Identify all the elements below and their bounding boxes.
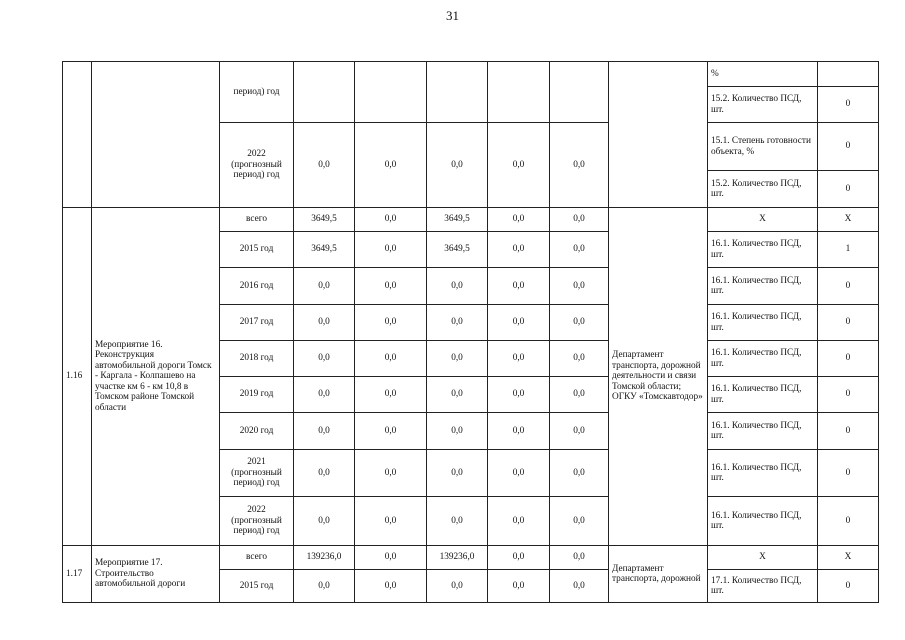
indicator-cell: 16.1. Количество ПСД, шт. (708, 377, 818, 413)
item-number: 1.16 (63, 208, 92, 546)
value-cell: 0,0 (294, 377, 355, 413)
value-cell: 0,0 (294, 305, 355, 341)
indicator-value-cell: 1 (818, 232, 879, 268)
value-cell: 3649,5 (427, 232, 488, 268)
indicator-cell: 16.1. Количество ПСД, шт. (708, 232, 818, 268)
value-cell: 139236,0 (427, 546, 488, 570)
indicator-value-cell: 0 (818, 87, 879, 123)
period-cell: 2015 год (220, 570, 294, 603)
value-cell: 0,0 (550, 232, 609, 268)
value-cell: 0,0 (427, 341, 488, 377)
value-cell: 139236,0 (294, 546, 355, 570)
indicator-value-cell: X (818, 546, 879, 570)
indicator-cell: X (708, 546, 818, 570)
value-cell (294, 62, 355, 123)
indicator-value-cell: 0 (818, 305, 879, 341)
indicator-cell: X (708, 208, 818, 232)
value-cell: 0,0 (355, 413, 427, 450)
activity-title: Мероприятие 16. Реконструкция автомобильной дороги Томск - Каргала - Колпашево на участке км 6 - км 10,8 в Томском районе Томской области (92, 208, 220, 546)
value-cell: 3649,5 (427, 208, 488, 232)
value-cell: 0,0 (488, 377, 550, 413)
period-cell: 2017 год (220, 305, 294, 341)
value-cell (550, 62, 609, 123)
period-cell: 2020 год (220, 413, 294, 450)
period-cell: 2015 год (220, 232, 294, 268)
value-cell: 0,0 (294, 268, 355, 305)
program-activities-table (62, 61, 879, 603)
executor-cell (609, 62, 708, 208)
page-number: 31 (446, 8, 459, 23)
activity-title: Мероприятие 17. Строительство автомобильной дороги (92, 546, 220, 603)
executor-cell: Департамент транспорта, дорожной деятельности и связи Томской области; ОГКУ «Томскавтодор» (609, 208, 708, 546)
period-cell: всего (220, 546, 294, 570)
value-cell: 0,0 (355, 268, 427, 305)
value-cell: 0,0 (294, 450, 355, 497)
period-cell: 2022 (прогнозный период) год (220, 123, 294, 208)
value-cell (488, 62, 550, 123)
indicator-value-cell: 0 (818, 341, 879, 377)
period-cell: 2021 (прогнозный период) год (220, 450, 294, 497)
value-cell: 0,0 (550, 208, 609, 232)
value-cell: 0,0 (355, 546, 427, 570)
value-cell: 0,0 (550, 570, 609, 603)
table-row (63, 546, 879, 570)
indicator-value-cell: 0 (818, 413, 879, 450)
value-cell: 0,0 (355, 208, 427, 232)
value-cell: 0,0 (488, 232, 550, 268)
value-cell: 0,0 (550, 341, 609, 377)
indicator-cell: 16.1. Количество ПСД, шт. (708, 268, 818, 305)
value-cell: 0,0 (488, 546, 550, 570)
indicator-value-cell: 0 (818, 377, 879, 413)
value-cell: 0,0 (488, 341, 550, 377)
period-cell: 2022 (прогнозный период) год (220, 497, 294, 546)
value-cell: 0,0 (550, 123, 609, 208)
value-cell: 0,0 (427, 123, 488, 208)
value-cell: 0,0 (355, 305, 427, 341)
value-cell: 0,0 (488, 450, 550, 497)
indicator-cell: 16.1. Количество ПСД, шт. (708, 305, 818, 341)
value-cell: 0,0 (427, 305, 488, 341)
value-cell (355, 62, 427, 123)
indicator-cell: 16.1. Количество ПСД, шт. (708, 450, 818, 497)
value-cell: 0,0 (294, 123, 355, 208)
value-cell: 0,0 (550, 497, 609, 546)
indicator-value-cell: 0 (818, 497, 879, 546)
executor-cell: Департамент транспорта, дорожной (609, 546, 708, 603)
value-cell: 0,0 (550, 305, 609, 341)
value-cell: 0,0 (355, 341, 427, 377)
indicator-cell: 16.1. Количество ПСД, шт. (708, 341, 818, 377)
indicator-value-cell: 0 (818, 570, 879, 603)
period-cell: 2016 год (220, 268, 294, 305)
table-row (63, 208, 879, 232)
period-cell: 2019 год (220, 377, 294, 413)
indicator-cell: 16.1. Количество ПСД, шт. (708, 497, 818, 546)
value-cell (427, 62, 488, 123)
indicator-cell: 17.1. Количество ПСД, шт. (708, 570, 818, 603)
number-cell (63, 62, 92, 208)
value-cell: 0,0 (488, 123, 550, 208)
value-cell: 0,0 (355, 377, 427, 413)
value-cell: 0,0 (355, 450, 427, 497)
indicator-value-cell: 0 (818, 268, 879, 305)
indicator-value-cell: 0 (818, 171, 879, 208)
indicator-value-cell: 0 (818, 450, 879, 497)
indicator-value-cell (818, 62, 879, 87)
period-cell: 2018 год (220, 341, 294, 377)
value-cell: 0,0 (355, 123, 427, 208)
value-cell: 3649,5 (294, 232, 355, 268)
indicator-value-cell: X (818, 208, 879, 232)
value-cell: 0,0 (294, 413, 355, 450)
value-cell: 0,0 (294, 341, 355, 377)
indicator-cell: 16.1. Количество ПСД, шт. (708, 413, 818, 450)
value-cell: 0,0 (550, 268, 609, 305)
value-cell: 0,0 (427, 450, 488, 497)
value-cell: 0,0 (488, 413, 550, 450)
value-cell: 0,0 (488, 268, 550, 305)
value-cell: 0,0 (294, 497, 355, 546)
indicator-cell: 15.2. Количество ПСД, шт. (708, 87, 818, 123)
period-cell: период) год (220, 62, 294, 123)
value-cell: 0,0 (550, 450, 609, 497)
value-cell: 0,0 (355, 570, 427, 603)
value-cell: 0,0 (427, 413, 488, 450)
value-cell: 0,0 (488, 570, 550, 603)
value-cell: 0,0 (488, 497, 550, 546)
value-cell: 0,0 (355, 497, 427, 546)
value-cell: 3649,5 (294, 208, 355, 232)
value-cell: 0,0 (427, 570, 488, 603)
value-cell: 0,0 (550, 546, 609, 570)
indicator-value-cell: 0 (818, 123, 879, 171)
value-cell: 0,0 (355, 232, 427, 268)
value-cell: 0,0 (550, 413, 609, 450)
indicator-cell: 15.2. Количество ПСД, шт. (708, 171, 818, 208)
value-cell: 0,0 (294, 570, 355, 603)
item-number: 1.17 (63, 546, 92, 603)
value-cell: 0,0 (427, 497, 488, 546)
value-cell: 0,0 (427, 377, 488, 413)
indicator-cell: % (708, 62, 818, 87)
value-cell: 0,0 (427, 268, 488, 305)
table-row (63, 62, 879, 87)
activity-cell (92, 62, 220, 208)
indicator-cell: 15.1. Степень готовности объекта, % (708, 123, 818, 171)
period-cell: всего (220, 208, 294, 232)
value-cell: 0,0 (550, 377, 609, 413)
value-cell: 0,0 (488, 208, 550, 232)
value-cell: 0,0 (488, 305, 550, 341)
